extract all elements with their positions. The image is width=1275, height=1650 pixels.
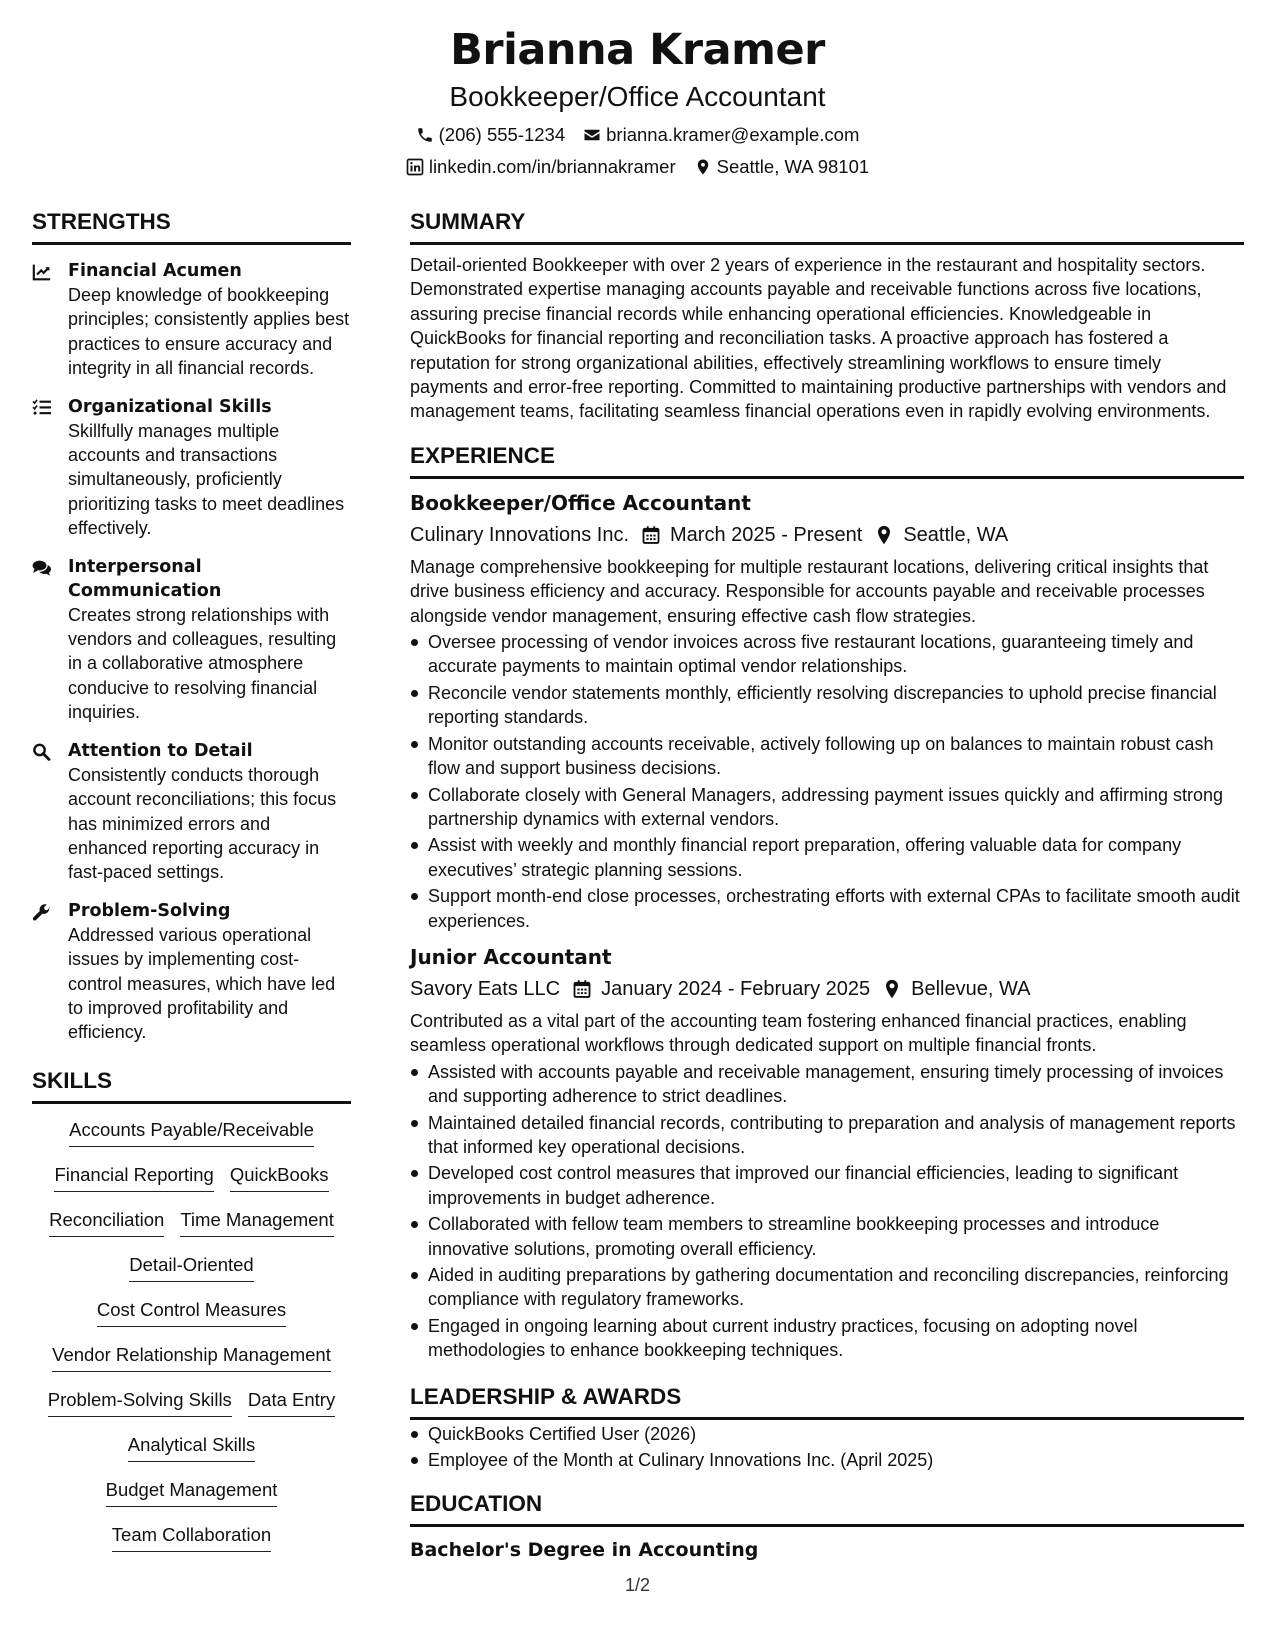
strength-name: Organizational Skills: [68, 396, 272, 417]
phone-icon: [416, 126, 434, 144]
strength-item: [32, 899, 351, 1045]
job-meta: [410, 975, 1244, 1003]
location-contact: [694, 156, 870, 178]
job-description: Contributed as a vital part of the accounting team fostering enhanced financial practices, enabling seamless operational workflows through dedicated support on multiple financial fronts.: [410, 1010, 1187, 1056]
right-column: [410, 208, 1244, 1563]
resume-header: [0, 22, 1275, 178]
linkedin-contact[interactable]: [406, 156, 676, 178]
skill-tag: Data Entry: [248, 1388, 335, 1417]
job-bullet: Monitor outstanding accounts receivable, actively following up on balances to maintain robust cash flow and support business decisions.: [410, 732, 1244, 781]
skills-heading: SKILLS: [32, 1067, 351, 1104]
job-bullet: Assisted with accounts payable and receivable management, ensuring timely processing of invoices and supporting adherence to strict deadlines.: [410, 1060, 1244, 1109]
leadership-heading: LEADERSHIP & AWARDS: [410, 1383, 1244, 1420]
job-bullets: [410, 630, 1244, 933]
job-company: Savory Eats LLC: [410, 977, 561, 1000]
list-check-icon: [32, 399, 52, 417]
award-item: QuickBooks Certified User (2026): [410, 1422, 1244, 1446]
summary-text: Detail-oriented Bookkeeper with over 2 years of experience in the restaurant and hospitality sectors. Demonstrated expertise managing accounts payable and receivable functions across five locations, assuring precise financial records while enhancing operational efficiencies. Knowledgeable in QuickBooks for financial reporting and reconciliation tasks. A proactive approach has fostered a reputation for strong organizational abilities, effectively streamlining workflows to ensure timely payments and error-free reporting. Committed to maintaining productive partnerships with vendors and management teams, facilitating seamless financial operations even in rapidly evolving environments.: [410, 255, 1227, 422]
skills-list: [32, 1104, 351, 1568]
job-bullet: Reconcile vendor statements monthly, efficiently resolving discrepancies to uphold precise financial reporting standards.: [410, 681, 1244, 730]
job-bullet: Maintained detailed financial records, contributing to preparation and analysis of management reports that informed key operational decisions.: [410, 1111, 1244, 1160]
job-bullet: Oversee processing of vendor invoices across five restaurant locations, guaranteeing timely and accurate payments to maintain optimal vendor relationships.: [410, 630, 1244, 679]
job-dates: March 2025 - Present: [670, 523, 863, 546]
skill-tag: Analytical Skills: [128, 1433, 256, 1462]
calendar-icon: [572, 979, 592, 999]
summary-heading: SUMMARY: [410, 208, 1244, 245]
strength-name: Financial Acumen: [68, 261, 242, 281]
strength-desc: Skillfully manages multiple accounts and transactions simultaneously, proficiently prioritizing tasks to meet deadlines effectively.: [68, 420, 345, 539]
strength-name: Attention to Detail: [68, 740, 253, 761]
job-bullet: Aided in auditing preparations by gathering documentation and reconciling discrepancies, reinforcing compliance with regulatory frameworks.: [410, 1263, 1244, 1312]
strength-desc: Deep knowledge of bookkeeping principles; consistently applies best practices to ensure accuracy and integrity in all financial records.: [68, 285, 350, 379]
skill-tag: Team Collaboration: [112, 1523, 271, 1552]
strength-item: [32, 259, 351, 381]
job-company: Culinary Innovations Inc.: [410, 523, 630, 546]
job-title: Junior Accountant: [410, 944, 612, 969]
map-marker-icon: [694, 158, 712, 176]
wrench-icon: [32, 903, 52, 921]
strengths-heading: STRENGTHS: [32, 208, 351, 245]
job-bullet: Collaborated with fellow team members to streamline bookkeeping processes and introduce innovative solutions, promoting overall efficiency.: [410, 1212, 1244, 1261]
envelope-icon: [583, 126, 601, 144]
strength-name: Problem-Solving: [68, 900, 231, 921]
email-contact[interactable]: [583, 124, 859, 146]
job-bullet: Engaged in ongoing learning about current industry practices, focusing on adopting novel methodologies to enhance bookkeeping techniques.: [410, 1314, 1244, 1363]
job-bullet: Assist with weekly and monthly financial report preparation, offering valuable data for company executives’ strategic planning sessions.: [410, 833, 1244, 882]
skill-tag: QuickBooks: [230, 1163, 329, 1192]
contact-row-2: [0, 156, 1275, 178]
job-bullet: Collaborate closely with General Managers, addressing payment issues quickly and affirming strong partnership dynamics with external vendors.: [410, 783, 1244, 832]
linkedin-icon: [406, 158, 424, 176]
location-text: Seattle, WA 98101: [716, 156, 870, 177]
skill-tag: Reconciliation: [49, 1208, 164, 1237]
strength-item: [32, 555, 351, 725]
job-meta: [410, 521, 1244, 549]
job-entry: [410, 489, 1244, 933]
experience-heading: EXPERIENCE: [410, 442, 1244, 479]
phone-text: (206) 555-1234: [438, 124, 566, 145]
skill-tag: Problem-Solving Skills: [48, 1388, 232, 1417]
email-text[interactable]: brianna.kramer@example.com: [606, 124, 860, 145]
chart-line-icon: [32, 263, 52, 281]
page-number: 1/2: [624, 1575, 651, 1595]
map-marker-icon: [874, 525, 894, 545]
map-marker-icon: [882, 979, 902, 999]
strength-desc: Consistently conducts thorough account reconciliations; this focus has minimized errors and enhanced reporting accuracy in fast-paced settings.: [68, 764, 337, 883]
contact-row: [0, 124, 1275, 146]
strength-name: Interpersonal Communication: [68, 556, 222, 601]
skill-tag: Financial Reporting: [54, 1163, 213, 1192]
strength-desc: Creates strong relationships with vendors and colleagues, resulting in a collaborative atmosphere conducive to resolving financial inquiries.: [68, 604, 337, 723]
job-bullet: Developed cost control measures that improved our financial efficiencies, leading to significant improvements in budget adherence.: [410, 1161, 1244, 1210]
search-icon: [32, 743, 52, 761]
skill-tag: Vendor Relationship Management: [52, 1343, 331, 1372]
strength-desc: Addressed various operational issues by implementing cost-control measures, which have led to improved profitability and efficiency.: [68, 924, 336, 1043]
linkedin-text[interactable]: linkedin.com/in/briannakramer: [428, 156, 676, 177]
candidate-title: Bookkeeper/Office Accountant: [449, 81, 826, 112]
job-title: Bookkeeper/Office Accountant: [410, 490, 751, 515]
calendar-icon: [641, 525, 661, 545]
left-column: [32, 208, 351, 1568]
award-item: Employee of the Month at Culinary Innovations Inc. (April 2025): [410, 1448, 1244, 1472]
phone-contact: [416, 124, 566, 146]
skill-tag: Detail-Oriented: [129, 1253, 253, 1282]
education-heading: EDUCATION: [410, 1490, 1244, 1527]
job-bullets: [410, 1060, 1244, 1363]
skill-tag: Accounts Payable/Receivable: [69, 1118, 314, 1147]
skill-tag: Cost Control Measures: [97, 1298, 286, 1327]
job-location: Seattle, WA: [903, 523, 1009, 546]
strength-item: [32, 395, 351, 541]
candidate-name: Brianna Kramer: [450, 25, 825, 75]
skill-tag: Time Management: [180, 1208, 334, 1237]
job-bullet: Support month-end close processes, orchestrating efforts with external CPAs to facilitate smooth audit experiences.: [410, 884, 1244, 933]
skill-tag: Budget Management: [106, 1478, 278, 1507]
strength-item: [32, 739, 351, 885]
job-location: Bellevue, WA: [911, 977, 1031, 1000]
comments-icon: [32, 559, 52, 577]
leadership-list: [410, 1422, 1244, 1473]
job-entry: [410, 943, 1244, 1363]
job-dates: January 2024 - February 2025: [601, 977, 871, 1000]
degree-title: Bachelor's Degree in Accounting: [410, 1539, 759, 1562]
job-description: Manage comprehensive bookkeeping for multiple restaurant locations, delivering critical insights that drive business efficiency and accuracy. Responsible for accounts payable and receivable processes alongside vendor management, ensuring effective cash flow strategies.: [410, 556, 1209, 626]
